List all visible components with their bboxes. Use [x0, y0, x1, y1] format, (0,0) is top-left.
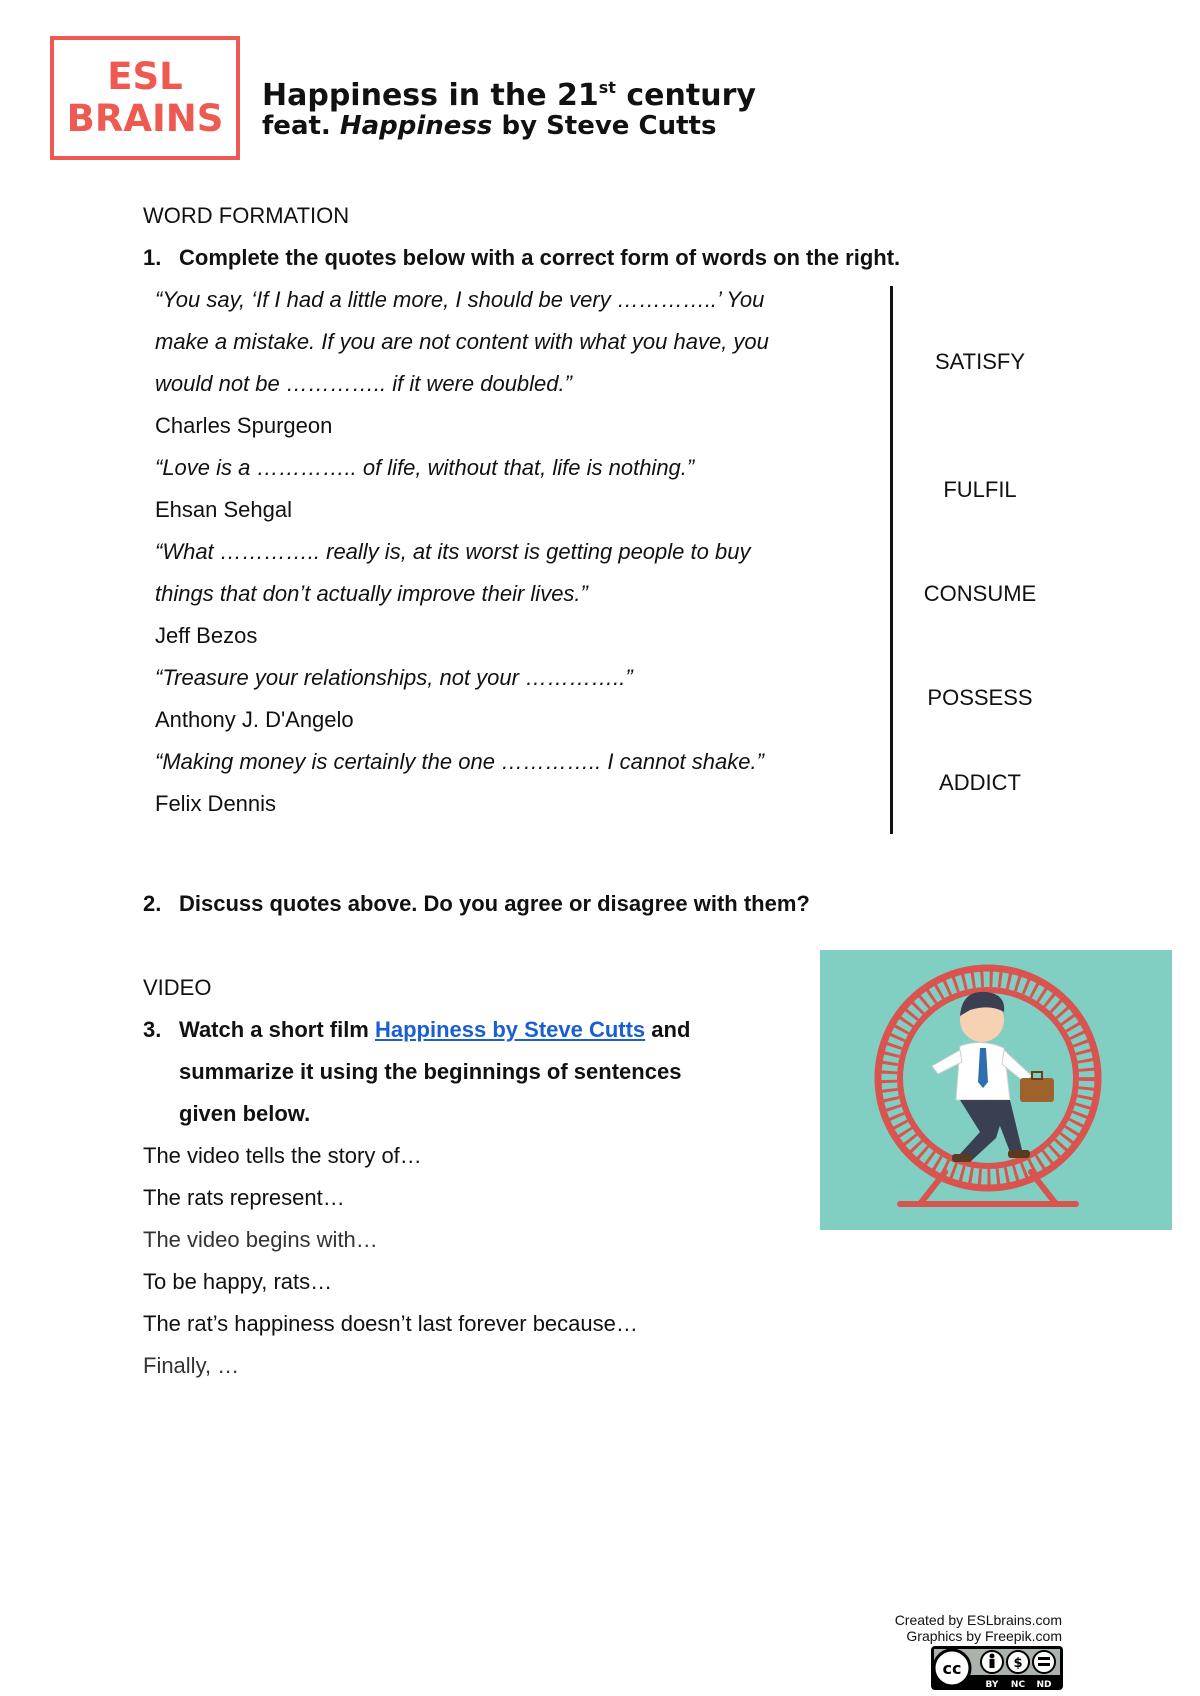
word-addict: ADDICT [939, 770, 1021, 795]
task-1 [143, 244, 900, 272]
svg-text:$: $ [1013, 1656, 1023, 1671]
video-link[interactable]: Happiness by Steve Cutts [374, 1017, 646, 1042]
hamster-wheel-illustration [820, 950, 1172, 1230]
video-heading: VIDEO [143, 975, 212, 1000]
sentence-prompt: The rat’s happiness doesn’t last forever because… [143, 1311, 638, 1336]
quote-author: Felix Dennis [155, 791, 277, 816]
cc-nd-label: ND [1036, 1680, 1052, 1690]
graphics-by-credit: Graphics by Freepik.com [906, 1628, 1062, 1644]
task-2-number: 2. [143, 891, 162, 916]
word-consume: CONSUME [923, 581, 1037, 606]
task-3-line-1-prefix: Watch a short film [179, 1017, 375, 1042]
task-3-line-1-suffix: and [645, 1017, 691, 1042]
page-subtitle [262, 110, 716, 142]
task-3 [143, 1016, 690, 1044]
quote-author: Jeff Bezos [155, 623, 258, 648]
logo-line-2: BRAINS [66, 97, 224, 140]
sentence-prompt: The video tells the story of… [143, 1143, 422, 1168]
quote-author: Anthony J. D'Angelo [155, 707, 354, 732]
svg-text:cc: cc [942, 1659, 962, 1678]
sentence-prompt: To be happy, rats… [143, 1269, 333, 1294]
word-satisfy: SATISFY [934, 349, 1026, 374]
sentence-prompt: The video begins with… [143, 1227, 378, 1252]
quote-line: things that don’t actually improve their lives.” [155, 581, 588, 606]
task-1-number: 1. [143, 245, 162, 270]
task-3-line-2: summarize it using the beginnings of sentences [179, 1059, 682, 1084]
title-main: Happiness in the 21 [262, 78, 599, 113]
quote-author: Charles Spurgeon [155, 413, 333, 438]
created-by-credit: Created by ESLbrains.com [894, 1612, 1062, 1628]
quote-line: “Love is a ………….. of life, without that, life is nothing.” [155, 455, 695, 480]
esl-brains-logo [50, 36, 240, 160]
task-2-text: Discuss quotes above. Do you agree or disagree with them? [179, 891, 810, 916]
subtitle-film-title: Happiness [339, 111, 493, 141]
task-1-text: Complete the quotes below with a correct form of words on the right. [179, 245, 901, 270]
quote-line: “What ………….. really is, at its worst is getting people to buy [155, 539, 751, 564]
cc-nc-label: NC [1010, 1680, 1026, 1690]
sentence-prompt: Finally, … [143, 1353, 240, 1378]
quote-line: “Making money is certainly the one ………….. I cannot shake.” [155, 749, 764, 774]
word-formation-heading: WORD FORMATION [143, 203, 350, 228]
sentence-prompt: The rats represent… [143, 1185, 345, 1210]
task-3-number: 3. [143, 1017, 162, 1042]
subtitle-suffix: by Steve Cutts [492, 111, 717, 141]
quote-line: would not be ………….. if it were doubled.” [155, 371, 572, 396]
page-title [262, 70, 756, 114]
quote-line: make a mistake. If you are not content with what you have, you [155, 329, 769, 354]
cc-by-label: BY [985, 1680, 999, 1690]
word-possess: POSSESS [927, 685, 1033, 710]
quote-author: Ehsan Sehgal [155, 497, 292, 522]
man-in-hamster-wheel-icon [820, 950, 1172, 1230]
quote-line: “You say, ‘If I had a little more, I should be very …………..’ You [155, 287, 765, 312]
quote-line: “Treasure your relationships, not your …………..” [155, 665, 633, 690]
subtitle-prefix: feat. [262, 111, 340, 141]
task-3-line-3: given below. [179, 1101, 311, 1126]
title-end: century [615, 78, 756, 113]
task-2 [143, 890, 810, 918]
word-fulfil: FULFIL [943, 477, 1017, 502]
title-superscript: st [598, 78, 616, 97]
creative-commons-by-nc-nd-icon [930, 1645, 1064, 1691]
column-divider [890, 286, 893, 834]
logo-line-1: ESL [107, 55, 183, 98]
